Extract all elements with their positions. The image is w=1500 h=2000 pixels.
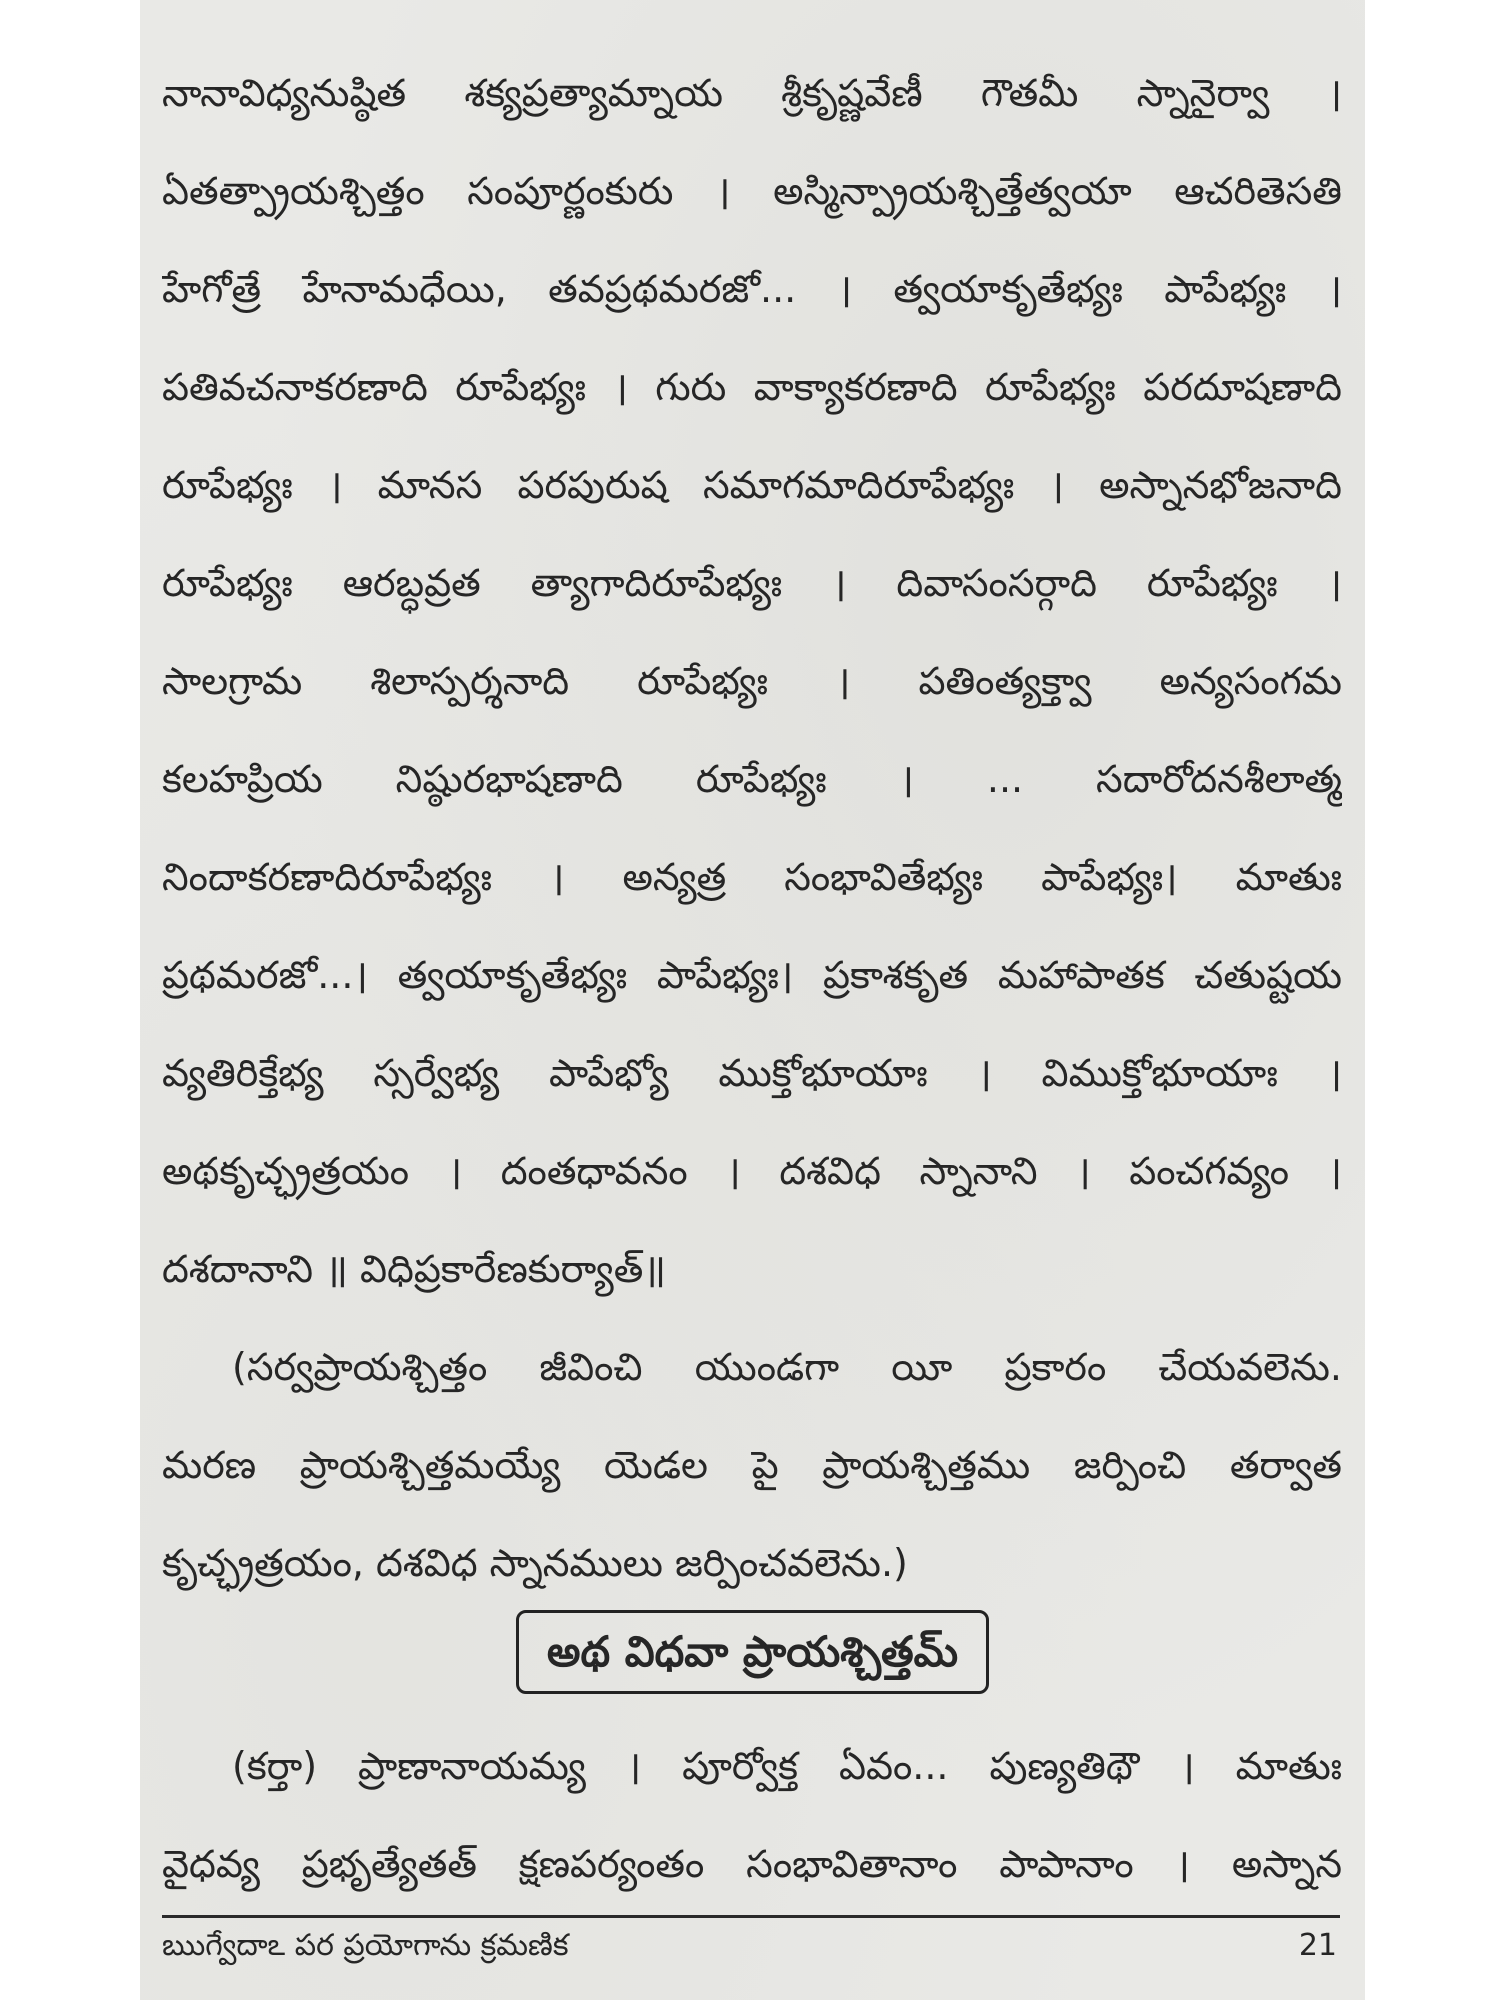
left-margin [0, 0, 140, 2000]
text-line: ప్రథమరజో...। త్వయాకృతేభ్యః పాపేభ్యః। ప్రకాశకృత మహాపాతక చతుష్టయ [162, 953, 1342, 997]
text-line: ఏతత్ప్రాయశ్చిత్తం సంపూర్ణంకురు । అస్మిన్ప్రాయశ్చిత్తేత్వయా ఆచరితెసతి [162, 169, 1342, 213]
text-line: సాలగ్రామ శిలాస్పర్శనాది రూపేభ్యః । పతింత్యక్త్వా అన్యసంగమ [162, 659, 1342, 703]
text-line: రూపేభ్యః । మానస పరపురుష సమాగమాదిరూపేభ్యః । అస్నానభోజనాది [162, 463, 1342, 507]
section-heading-row [140, 1610, 1365, 1694]
text-line: రూపేభ్యః ఆరబ్ధవ్రత త్యాగాదిరూపేభ్యః । దివాసంసర్గాది రూపేభ్యః । [162, 561, 1342, 605]
right-margin [1365, 0, 1500, 2000]
text-line: నానావిధ్యనుష్ఠిత శక్యప్రత్యామ్నాయ శ్రీకృష్ణవేణీ గౌతమీ స్నానైర్వా । [162, 71, 1342, 115]
text-line: వ్యతిరిక్తేభ్య స్సర్వేభ్య పాపేభ్యో ముక్తోభూయాః । విముక్తోభూయాః । [162, 1051, 1342, 1095]
footer-divider [162, 1915, 1340, 1918]
page-body [162, 52, 1342, 1620]
section-heading: అథ విధవా ప్రాయశ్చిత్తమ్ [516, 1610, 989, 1694]
book-page [140, 0, 1365, 2000]
text-line: (కర్తా) ప్రాణానాయమ్య । పూర్వోక్త ఏవం... పుణ్యతిథౌ । మాతుః [232, 1744, 1342, 1788]
page-number: 21 [1298, 1928, 1337, 1963]
text-line: మరణ ప్రాయశ్చిత్తమయ్యే యెడల పై ప్రాయశ్చిత్తము జర్పించి తర్వాత [162, 1443, 1342, 1487]
footer-book-title: ఋగ్వేదాఽ పర ప్రయోగాను క్రమణిక [162, 1928, 569, 1963]
text-line: అథకృచ్ఛ్రత్రయం । దంతధావనం । దశవిధ స్నానాని । పంచగవ్యం । [162, 1149, 1342, 1193]
text-line: పతివచనాకరణాది రూపేభ్యః । గురు వాక్యాకరణాది రూపేభ్యః పరదూషణాది [162, 365, 1342, 409]
text-line: వైధవ్య ప్రభృత్యేతత్ క్షణపర్యంతం సంభావితానాం పాపానాం । అస్నాన [162, 1842, 1342, 1886]
text-line: నిందాకరణాదిరూపేభ్యః । అన్యత్ర సంభావితేభ్యః పాపేభ్యః। మాతుః [162, 855, 1342, 899]
text-line: హేగోత్రే హేనామధేయి, తవప్రథమరజో... । త్వయాకృతేభ్యః పాపేభ్యః । [162, 267, 1342, 311]
text-line: కలహప్రియ నిష్ఠురభాషణాది రూపేభ్యః । ... సదారోదనశీలాత్మ [162, 757, 1342, 801]
text-line: దశదానాని ॥ విధిప్రకారేణకుర్యాత్॥ [162, 1247, 667, 1291]
text-line: (సర్వప్రాయశ్చిత్తం జీవించి యుండగా యీ ప్రకారం చేయవలెను. [232, 1345, 1342, 1389]
section-body [162, 1725, 1342, 1921]
text-line: కృచ్ఛ్రత్రయం, దశవిధ స్నానములు జర్పించవలెను.) [162, 1541, 908, 1585]
